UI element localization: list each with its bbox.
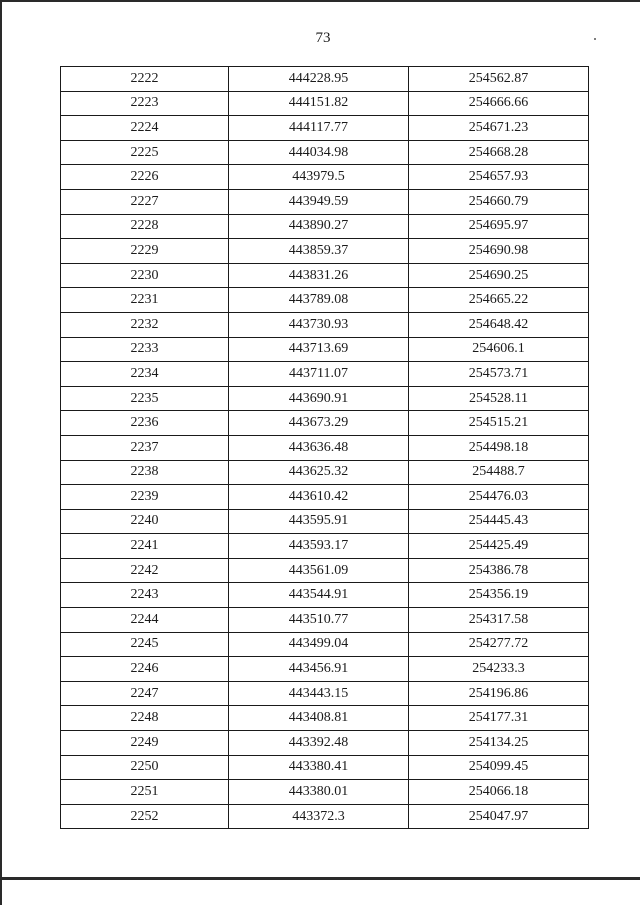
y-coordinate-cell: 254196.86 [409, 681, 589, 706]
point-number-cell: 2241 [61, 534, 229, 559]
table-row [61, 386, 589, 411]
y-coordinate-cell: 254695.97 [409, 214, 589, 239]
point-number-cell: 2229 [61, 239, 229, 264]
point-number-cell: 2243 [61, 583, 229, 608]
point-number-cell: 2226 [61, 165, 229, 190]
x-coordinate-cell: 443610.42 [229, 485, 409, 510]
x-coordinate-cell: 443713.69 [229, 337, 409, 362]
y-coordinate-cell: 254498.18 [409, 435, 589, 460]
table-row [61, 435, 589, 460]
y-coordinate-cell: 254573.71 [409, 362, 589, 387]
y-coordinate-cell: 254386.78 [409, 558, 589, 583]
table-row [61, 165, 589, 190]
y-coordinate-cell: 254671.23 [409, 116, 589, 141]
table-row [61, 189, 589, 214]
x-coordinate-cell: 443380.41 [229, 755, 409, 780]
table-row [61, 460, 589, 485]
x-coordinate-cell: 443593.17 [229, 534, 409, 559]
table-row [61, 239, 589, 264]
point-number-cell: 2228 [61, 214, 229, 239]
x-coordinate-cell: 443510.77 [229, 608, 409, 633]
y-coordinate-cell: 254660.79 [409, 189, 589, 214]
y-coordinate-cell: 254177.31 [409, 706, 589, 731]
table-row [61, 312, 589, 337]
table-row [61, 288, 589, 313]
y-coordinate-cell: 254476.03 [409, 485, 589, 510]
y-coordinate-cell: 254425.49 [409, 534, 589, 559]
x-coordinate-cell: 444151.82 [229, 91, 409, 116]
point-number-cell: 2236 [61, 411, 229, 436]
point-number-cell: 2231 [61, 288, 229, 313]
point-number-cell: 2249 [61, 731, 229, 756]
y-coordinate-cell: 254277.72 [409, 632, 589, 657]
point-number-cell: 2244 [61, 608, 229, 633]
point-number-cell: 2239 [61, 485, 229, 510]
table-row [61, 337, 589, 362]
table-row [61, 362, 589, 387]
y-coordinate-cell: 254606.1 [409, 337, 589, 362]
table-row [61, 411, 589, 436]
x-coordinate-cell: 443711.07 [229, 362, 409, 387]
x-coordinate-cell: 443859.37 [229, 239, 409, 264]
y-coordinate-cell: 254562.87 [409, 67, 589, 92]
x-coordinate-cell: 443372.3 [229, 804, 409, 829]
x-coordinate-cell: 443789.08 [229, 288, 409, 313]
point-number-cell: 2233 [61, 337, 229, 362]
y-coordinate-cell: 254134.25 [409, 731, 589, 756]
y-coordinate-cell: 254047.97 [409, 804, 589, 829]
x-coordinate-cell: 443408.81 [229, 706, 409, 731]
y-coordinate-cell: 254445.43 [409, 509, 589, 534]
x-coordinate-cell: 443595.91 [229, 509, 409, 534]
x-coordinate-cell: 443392.48 [229, 731, 409, 756]
table-row [61, 263, 589, 288]
table-row [61, 608, 589, 633]
y-coordinate-cell: 254317.58 [409, 608, 589, 633]
table-row [61, 632, 589, 657]
y-coordinate-cell: 254233.3 [409, 657, 589, 682]
x-coordinate-cell: 444228.95 [229, 67, 409, 92]
x-coordinate-cell: 443544.91 [229, 583, 409, 608]
point-number-cell: 2245 [61, 632, 229, 657]
y-coordinate-cell: 254356.19 [409, 583, 589, 608]
point-number-cell: 2222 [61, 67, 229, 92]
table-row [61, 140, 589, 165]
x-coordinate-cell: 443380.01 [229, 780, 409, 805]
y-coordinate-cell: 254099.45 [409, 755, 589, 780]
x-coordinate-cell: 443690.91 [229, 386, 409, 411]
point-number-cell: 2232 [61, 312, 229, 337]
x-coordinate-cell: 443673.29 [229, 411, 409, 436]
x-coordinate-cell: 443949.59 [229, 189, 409, 214]
table-row [61, 558, 589, 583]
x-coordinate-cell: 443730.93 [229, 312, 409, 337]
x-coordinate-cell: 443456.91 [229, 657, 409, 682]
coordinates-table-body [61, 67, 589, 829]
point-number-cell: 2248 [61, 706, 229, 731]
y-coordinate-cell: 254515.21 [409, 411, 589, 436]
point-number-cell: 2237 [61, 435, 229, 460]
point-number-cell: 2224 [61, 116, 229, 141]
page-number: 73 [315, 30, 331, 46]
x-coordinate-cell: 443625.32 [229, 460, 409, 485]
scan-border-bottom [0, 877, 640, 880]
scan-border-left [0, 0, 2, 905]
point-number-cell: 2235 [61, 386, 229, 411]
table-row [61, 804, 589, 829]
table-row [61, 214, 589, 239]
y-coordinate-cell: 254657.93 [409, 165, 589, 190]
y-coordinate-cell: 254066.18 [409, 780, 589, 805]
table-row [61, 67, 589, 92]
y-coordinate-cell: 254665.22 [409, 288, 589, 313]
y-coordinate-cell: 254666.66 [409, 91, 589, 116]
point-number-cell: 2240 [61, 509, 229, 534]
point-number-cell: 2227 [61, 189, 229, 214]
point-number-cell: 2247 [61, 681, 229, 706]
table-row [61, 706, 589, 731]
point-number-cell: 2238 [61, 460, 229, 485]
table-row [61, 116, 589, 141]
x-coordinate-cell: 444034.98 [229, 140, 409, 165]
x-coordinate-cell: 443831.26 [229, 263, 409, 288]
table-row [61, 780, 589, 805]
table-row [61, 731, 589, 756]
y-coordinate-cell: 254488.7 [409, 460, 589, 485]
y-coordinate-cell: 254528.11 [409, 386, 589, 411]
y-coordinate-cell: 254690.25 [409, 263, 589, 288]
point-number-cell: 2234 [61, 362, 229, 387]
point-number-cell: 2225 [61, 140, 229, 165]
point-number-cell: 2242 [61, 558, 229, 583]
table-row [61, 681, 589, 706]
table-row [61, 534, 589, 559]
table-row [61, 755, 589, 780]
point-number-cell: 2246 [61, 657, 229, 682]
point-number-cell: 2252 [61, 804, 229, 829]
table-row [61, 657, 589, 682]
x-coordinate-cell: 443499.04 [229, 632, 409, 657]
table-row [61, 91, 589, 116]
x-coordinate-cell: 443443.15 [229, 681, 409, 706]
y-coordinate-cell: 254668.28 [409, 140, 589, 165]
table-row [61, 485, 589, 510]
point-number-cell: 2250 [61, 755, 229, 780]
x-coordinate-cell: 443636.48 [229, 435, 409, 460]
point-number-cell: 2223 [61, 91, 229, 116]
y-coordinate-cell: 254690.98 [409, 239, 589, 264]
x-coordinate-cell: 443890.27 [229, 214, 409, 239]
x-coordinate-cell: 443561.09 [229, 558, 409, 583]
table-row [61, 509, 589, 534]
x-coordinate-cell: 444117.77 [229, 116, 409, 141]
x-coordinate-cell: 443979.5 [229, 165, 409, 190]
y-coordinate-cell: 254648.42 [409, 312, 589, 337]
scan-border-top [0, 0, 640, 2]
point-number-cell: 2251 [61, 780, 229, 805]
table-row [61, 583, 589, 608]
coordinates-table [60, 66, 589, 829]
point-number-cell: 2230 [61, 263, 229, 288]
